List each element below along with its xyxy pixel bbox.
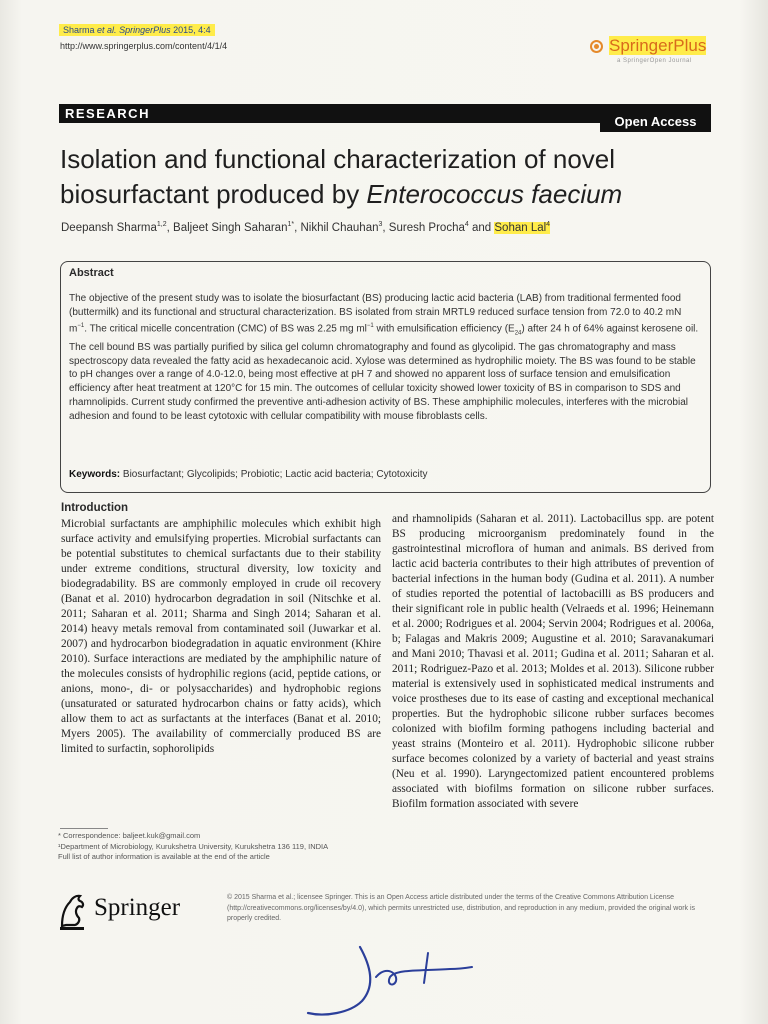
citation-authors: Sharma — [63, 25, 95, 35]
author: Suresh Procha$^4$ — [388, 221, 469, 234]
author: Deepansh Sharma$^{1,2}$ — [61, 221, 167, 234]
springer-publisher-logo — [56, 892, 216, 934]
article-title — [60, 142, 720, 212]
author-highlighted: Sohan Lal$^4$ — [494, 221, 551, 234]
springer-open-icon — [590, 40, 603, 53]
correspondence-note: * Correspondence: baljeet.kuk@gmail.com — [58, 831, 201, 840]
title-text: Isolation and functional characterization of novel biosurfactant produced by — [60, 144, 616, 209]
author-list: Deepansh Sharma$^{1,2}$, Baljeet Singh Saharan$^{1*}$, Nikhil Chauhan$^3$, Suresh Procha$^4$ and Sohan Lal$^4$ — [61, 221, 551, 234]
abstract-text: The objective of the present study was to isolate the biosurfactant (BS) producing lactic acid bacteria (LAB) from traditional fermented food (buttermilk) and its functional and structural characterization. BS isolated from strain MRTL9 reduced surface tension from 72.0 to 40.2 mN $m^{-1}$. The critical micelle concentration (CMC) of BS was 2.25 mg $ml^{-1}$ with emulsification efficiency $(E_{24})$ after 24 h of 64% against kerosene oil. The cell bound BS was partially purified by silica gel column chromatography and found as glycolipid. The gas chromatography and mass spectroscopy data revealed the fatty acid as hexadecanoic acid. Xylose was determined as hydrophilic moiety. The BS was found to be stable to pH changes over a range of 4.0-12.0, being most effective at pH 7 and showed no apparent loss of surface tension and emulsification efficiency after heat treatment at 120°C for 15 min. The outcomes of cellular toxicity showed lower toxicity of BS in comparison to SDS and rhamnolipids. Current study confirmed the preventive anti-adhesion activity of BS. These amphiphilic molecules, interferes with the microbial adhesion and found to be least cytotoxic with cellular compatibility with mouse fibroblasts cells. — [69, 293, 699, 422]
journal-logo-text — [609, 36, 706, 56]
author-conjunction: and — [471, 221, 492, 234]
open-access-badge: Open Access — [600, 112, 711, 132]
journal-logo-tagline: a SpringerOpen Journal — [617, 58, 692, 64]
journal-logo-main: Springer — [609, 36, 674, 55]
keywords-label: Keywords: — [69, 469, 121, 480]
introduction-right-column: and rhamnolipids (Saharan et al. 2011). Lactobacillus spp. are potent BS producing microorganism predominately found in the gastrointestinal microflora of human and animals. BS derived from lactic acid bacteria contributes to their high attributes of prevention of bacterial infections in the human body (Gudina et al. 2011). A number of studies reported the potential of lactobacilli as BS producers and their significant role in public health (Velraeds et al. 1996; Heinemann et al. 2000; Rodrigues et al. 2004; Servin 2004; Rodrigues et al. 2006a, b; Falagas and Makris 2009; Augustine et al. 2010; Saravanakumari and Mani 2010; Thavasi et al. 2011; Gudina et al. 2011; Saharan et al. 2011; Rodriguez-Pazo et al. 2013; Moldes et al. 2013). Silicone rubber material is extensively used in sophisticated medical instruments and voice prostheses due to its ease of casting and exceptional mechanical properties. But the hydrophobic silicone rubber surfaces becomes colonized with biofilm forming pathogens including bacterial and yeast strains (Monteiro et al. 2011). Hydrophobic silicone rubber surface becomes colonized by a variety of bacterial and yeast strains (Neu et al. 1990). Laryngectomized patient encountered problems associated with biofilms formation on silicone rubber surfaces. Biofilm formation associated with severe — [392, 513, 714, 810]
abstract-heading: Abstract — [69, 267, 114, 279]
author-info-note: Full list of author information is available at the end of the article — [58, 852, 270, 861]
keywords — [69, 469, 702, 480]
citation-year-volume: 2015, 4:4 — [173, 25, 211, 35]
springer-wordmark: Springer — [94, 894, 181, 921]
author: Baljeet Singh Saharan$^{1*}$ — [173, 221, 295, 234]
introduction-left-column: Microbial surfactants are amphiphilic molecules which exhibit high surface activity and emulsifying properties. Microbial surfactants can be potential substitutes to chemical surfactants due to their stability under extreme conditions, structural diversity, low toxicity and biodegradability. BS are commonly employed in crude oil recovery (Banat et al. 2010) hydrocarbon degradation in soil (Nitschke et al. 2011; Saharan et al. 2011; Sharma and Singh 2014; Saharan et al. 2014) heavy metals removal from contaminated soil (Juwarkar et al. 2007) and hydrocarbon biodegradation in aquatic environment (Khire 2010). Surface interactions are mediated by the amphiphilic nature of the molecules consists of hydrophilic regions (acid, peptide cations, or anions, mono-, di- or polysaccharides) and hydrophobic regions (unsaturated or saturated hydrocarbon chains or fatty acids), which allow them to act as surfactants at the interfaces (Banat et al. 2010; Myers 2005). The availability of commercially produced BS are limited to surfactin, sophorolipids — [61, 518, 381, 755]
author: Nikhil Chauhan$^3$ — [300, 221, 383, 234]
citation-etal: et al. — [97, 25, 117, 35]
handwritten-signature — [300, 935, 480, 1020]
affiliation-note: ¹Department of Microbiology, Kurukshetra University, Kurukshetra 136 119, INDIA — [58, 841, 329, 851]
springerplus-logo — [585, 36, 735, 76]
article-url[interactable]: http://www.springerplus.com/content/4/1/4 — [60, 41, 228, 51]
citation-line — [59, 24, 215, 36]
abstract-box — [60, 261, 711, 493]
footnote-rule — [60, 828, 108, 829]
journal-logo-suffix: Plus — [673, 36, 707, 55]
section-label: RESEARCH — [65, 106, 150, 121]
license-text: © 2015 Sharma et al.; licensee Springer. This is an Open Access article distributed under the terms of the Creative Commons Attribution License (http://creativecommons.org/licenses/by/4.0), which permits unrestricted use, distribution, and reproduction in any medium, provided the original work is properly credited. — [227, 894, 696, 922]
footnotes — [58, 831, 388, 863]
keywords-list: Biosurfactant; Glycolipids; Probiotic; Lactic acid bacteria; Cytotoxicity — [122, 469, 428, 480]
citation-journal: SpringerPlus — [119, 25, 171, 35]
title-species: Enterococcus faecium — [366, 179, 623, 209]
introduction-heading: Introduction — [61, 502, 129, 514]
springer-horse-icon — [56, 892, 88, 932]
